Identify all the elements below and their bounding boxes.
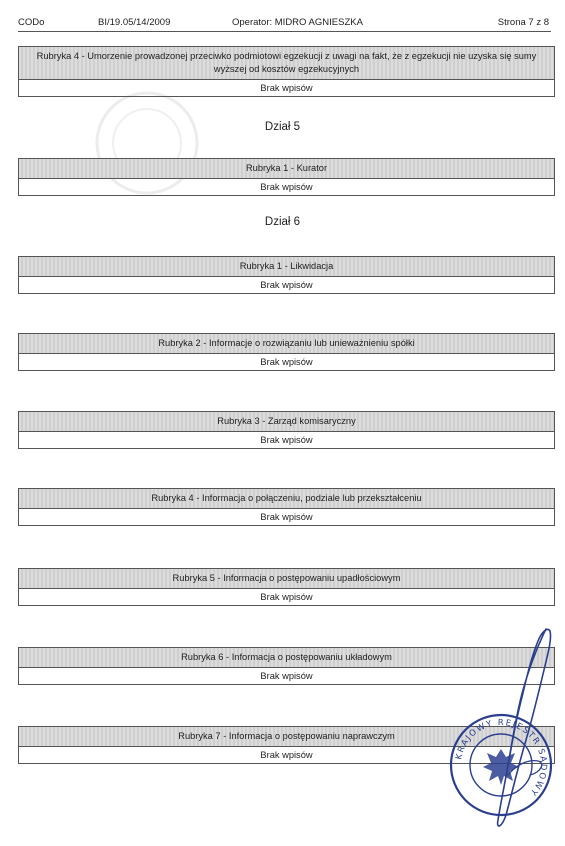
rubryka-value: Brak wpisów <box>260 671 313 681</box>
header-page-number: Strona 7 z 8 <box>497 17 549 28</box>
rubryka-value: Brak wpisów <box>260 435 313 445</box>
header-document-number: BI/19.05/14/2009 <box>98 17 171 28</box>
dzial6-rubryka-3 <box>18 411 555 449</box>
dzial6-rubryka-5 <box>18 568 555 606</box>
rubryka-title: Rubryka 4 - Informacja o połączeniu, podziale lub przekształceniu <box>19 489 554 509</box>
header-operator: Operator: MIDRO AGNIESZKA <box>232 17 363 28</box>
section-heading-dzial-5: Dział 5 <box>264 121 301 133</box>
rubryka-title: Rubryka 6 - Informacja o postępowaniu układowym <box>19 648 554 668</box>
rubryka-title: Rubryka 4 - Umorzenie prowadzonej przeciwko podmiotowi egzekucji z uwagi na fakt, że z egzekucji nie uzyska się sumy wyższej od kosztów egzekucyjnych <box>19 47 554 80</box>
signature-icon <box>468 625 563 835</box>
section-heading-dzial-6: Dział 6 <box>264 216 301 228</box>
dzial6-rubryka-4 <box>18 488 555 526</box>
rubryka-value: Brak wpisów <box>260 182 313 192</box>
rubryka-title: Rubryka 1 - Likwidacja <box>19 257 554 277</box>
dzial6-rubryka-1 <box>18 256 555 294</box>
rubryka-value: Brak wpisów <box>260 592 313 602</box>
rubryka-title: Rubryka 7 - Informacja o postępowaniu naprawczym <box>19 727 554 747</box>
rubryka-4-umorzenie <box>18 46 555 97</box>
rubryka-title: Rubryka 2 - Informacje o rozwiązaniu lub unieważnieniu spółki <box>19 334 554 354</box>
dzial5-rubryka-1 <box>18 158 555 196</box>
header-id: CODo <box>18 17 45 28</box>
rubryka-value: Brak wpisów <box>260 83 313 93</box>
rubryka-value: Brak wpisów <box>260 280 313 290</box>
rubryka-value: Brak wpisów <box>260 357 313 367</box>
stamp-text: KRAJOWY REJESTR SĄDOWY <box>454 717 549 799</box>
rubryka-title: Rubryka 3 - Zarząd komisaryczny <box>19 412 554 432</box>
rubryka-value: Brak wpisów <box>260 512 313 522</box>
rubryka-title: Rubryka 5 - Informacja o postępowaniu upadłościowym <box>19 569 554 589</box>
rubryka-title: Rubryka 1 - Kurator <box>19 159 554 179</box>
dzial6-rubryka-2 <box>18 333 555 371</box>
rubryka-value: Brak wpisów <box>260 750 313 760</box>
page-header <box>18 13 551 32</box>
